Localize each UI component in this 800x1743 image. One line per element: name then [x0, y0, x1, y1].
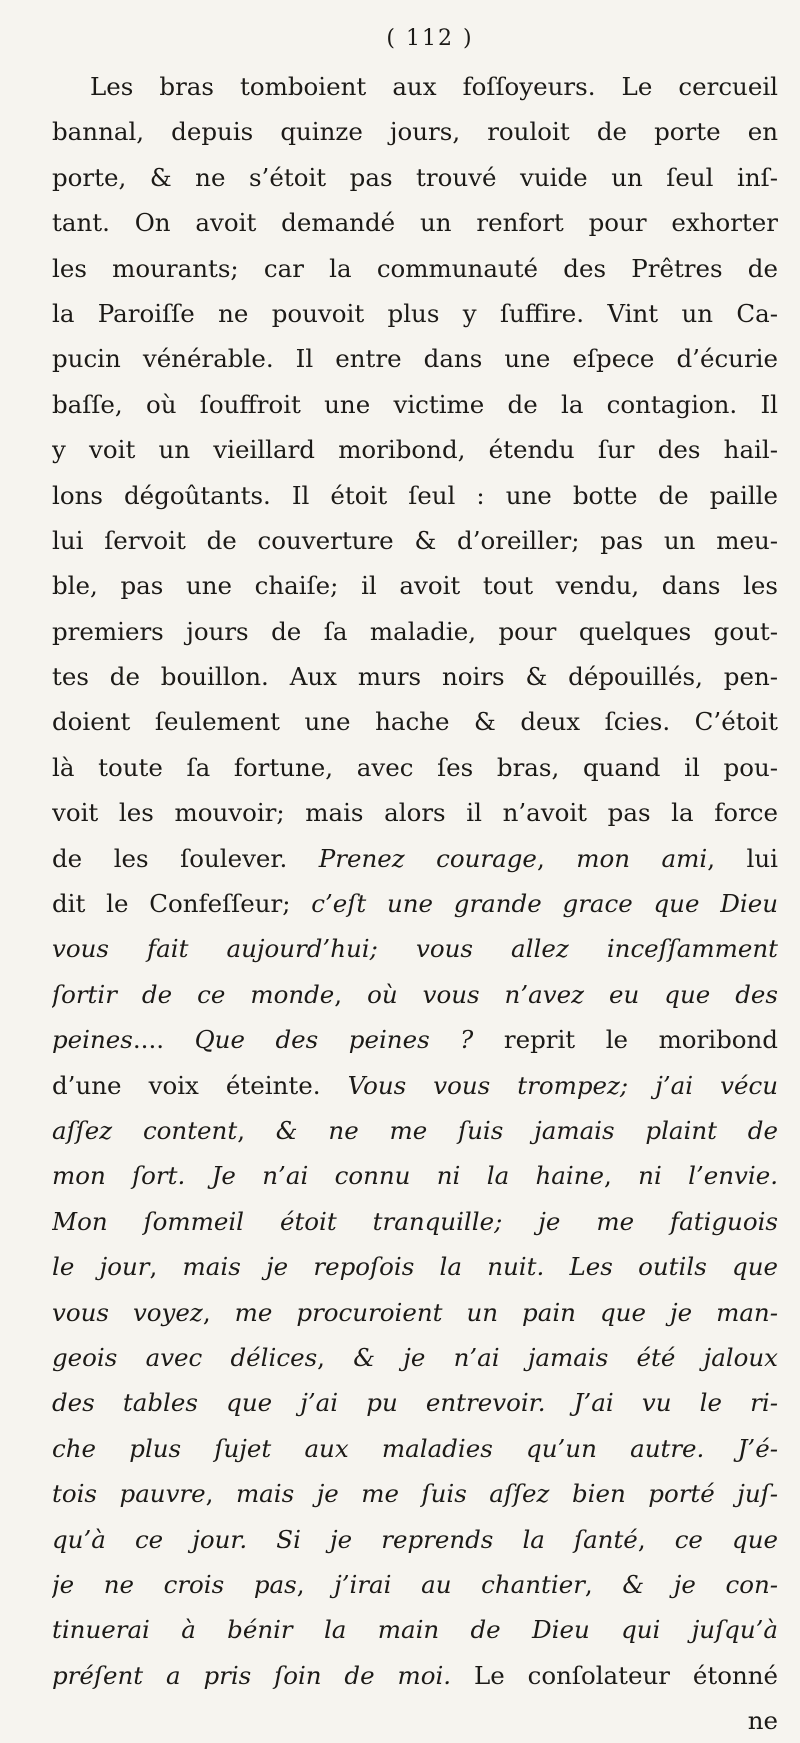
- text-run: doient ſeulement une hache & deux ſcies. C’étoit: [52, 707, 778, 737]
- text-line: [52, 473, 778, 518]
- text-run: ,: [536, 843, 577, 873]
- text-run: baſſe, où ſouffroit une victime de la contagion. Il: [52, 389, 778, 419]
- italic-text: j’irai au chantier: [334, 1569, 585, 1599]
- text-run: de les ſoulever.: [52, 843, 319, 873]
- text-run: reprit le moribond: [473, 1025, 778, 1055]
- text-run: ,: [334, 979, 368, 1009]
- italic-text: le jour: [52, 1252, 150, 1282]
- text-line: [52, 926, 778, 971]
- text-run: ,: [205, 1479, 236, 1509]
- italic-text: mon ami: [576, 843, 708, 873]
- text-run: , lui: [707, 843, 778, 873]
- text-line: [52, 972, 778, 1017]
- text-line: [52, 563, 778, 608]
- text-run: ,: [584, 1569, 623, 1599]
- text-line: [52, 291, 778, 336]
- italic-text: je ne crois pas: [52, 1569, 297, 1599]
- italic-text: ce que: [674, 1524, 778, 1554]
- italic-text: aſſez content: [52, 1115, 238, 1145]
- text-run: ,: [202, 1297, 235, 1327]
- text-line: [52, 1335, 778, 1380]
- text-line: [52, 382, 778, 427]
- text-line: [52, 109, 778, 154]
- italic-text: ſortir de ce monde: [52, 979, 335, 1009]
- text-run: ,: [296, 1569, 335, 1599]
- body-text: [52, 64, 778, 1743]
- italic-text: mais je me ſuis aſſez bien porté juſ-: [235, 1479, 778, 1509]
- text-run: les mourants; car la communauté des Prêtres de: [52, 253, 778, 283]
- text-run: bannal, depuis quinze jours, rouloit de porte en: [52, 117, 778, 147]
- italic-text: peines: [52, 1025, 133, 1055]
- text-line: [52, 881, 778, 926]
- text-run: porte, & ne s’étoit pas trouvé vuide un ſeul inſ-: [52, 162, 778, 192]
- italic-text: vous fait aujourd’hui; vous allez inceſſamment: [52, 934, 778, 964]
- text-line: [52, 200, 778, 245]
- italic-text: & ne me ſuis jamais plaint de: [275, 1115, 778, 1145]
- text-run: ,: [237, 1115, 276, 1145]
- italic-text: & je n’ai jamais été jaloux: [353, 1342, 778, 1372]
- italic-text: tois pauvre: [52, 1479, 206, 1509]
- italic-text: & je con-: [622, 1569, 778, 1599]
- text-run: Les bras tomboient aux foſſoyeurs. Le cercueil: [90, 72, 778, 101]
- text-line: [52, 1426, 778, 1471]
- italic-text: ni l’envie.: [638, 1161, 778, 1191]
- text-run: la Paroiſſe ne pouvoit plus y ſuffire. Vint un Ca-: [52, 298, 778, 328]
- text-run: ....: [132, 1025, 195, 1055]
- italic-text: Mon ſommeil étoit tranquille; je me fatiguois: [52, 1206, 778, 1236]
- text-line: [52, 1698, 778, 1743]
- text-line: [52, 64, 778, 109]
- text-run: ,: [317, 1342, 354, 1372]
- text-run: ,: [604, 1161, 639, 1191]
- text-line: [52, 246, 778, 291]
- text-line: [52, 427, 778, 472]
- text-line: [52, 1063, 778, 1108]
- text-line: [52, 654, 778, 699]
- page-number: ( 112 ): [386, 26, 474, 51]
- text-line: [52, 155, 778, 200]
- text-run: tant. On avoit demandé un renfort pour exhorter: [52, 208, 778, 238]
- text-run: ,: [637, 1524, 675, 1554]
- text-line: [52, 699, 778, 744]
- text-line: [52, 1607, 778, 1652]
- text-line: [52, 518, 778, 563]
- text-line: [52, 609, 778, 654]
- italic-text: mon ſort. Je n’ai connu ni la haine: [52, 1161, 605, 1191]
- text-run: tes de bouillon. Aux murs noirs & dépouillés, pen-: [52, 662, 778, 692]
- italic-text: mais je repoſois la nuit. Les outils que: [182, 1252, 778, 1282]
- italic-text: des tables que j’ai pu entrevoir. J’ai vu le ri-: [52, 1388, 778, 1418]
- italic-text: qu’à ce jour. Si je reprends la ſanté: [52, 1524, 638, 1554]
- text-run: dit le Confeſſeur;: [52, 889, 312, 919]
- text-line: [52, 1290, 778, 1335]
- text-run: y voit un vieillard moribond, étendu ſur des hail-: [52, 435, 778, 465]
- text-run: ,: [149, 1252, 183, 1282]
- italic-text: tinuerai à bénir la main de Dieu qui juſqu’à: [52, 1615, 778, 1645]
- text-run: lui ſervoit de couverture & d’oreiller; pas un meu-: [52, 525, 778, 555]
- text-line: [52, 790, 778, 835]
- italic-text: préſent a pris ſoin de moi.: [52, 1660, 452, 1690]
- text-line: [52, 336, 778, 381]
- text-run: lons dégoûtants. Il étoit ſeul : une botte de paille: [52, 480, 778, 510]
- text-line: [52, 745, 778, 790]
- text-run: voit les mouvoir; mais alors il n’avoit pas la force: [52, 798, 778, 828]
- text-line: [52, 1199, 778, 1244]
- italic-text: où vous n’avez eu que des: [367, 979, 778, 1009]
- italic-text: geois avec délices: [52, 1342, 318, 1372]
- text-line: [52, 1517, 778, 1562]
- text-run: d’une voix éteinte.: [52, 1070, 348, 1100]
- text-line: [52, 1653, 778, 1698]
- italic-text: c’eſt une grande grace que Dieu: [311, 889, 778, 919]
- text-run: premiers jours de ſa maladie, pour quelques gout-: [52, 616, 778, 646]
- text-line: [52, 1017, 778, 1062]
- text-run: là toute ſa fortune, avec ſes bras, quand il pou-: [52, 752, 778, 782]
- text-line: [52, 1108, 778, 1153]
- text-run: pucin vénérable. Il entre dans une eſpece d’écurie: [52, 344, 778, 374]
- text-line: [52, 1244, 778, 1289]
- italic-text: Que des peines ?: [194, 1025, 474, 1055]
- text-line: [52, 1471, 778, 1516]
- text-run: ne: [747, 1706, 778, 1736]
- text-run: ble, pas une chaiſe; il avoit tout vendu, dans les: [52, 571, 778, 601]
- text-line: [52, 1562, 778, 1607]
- italic-text: Prenez courage: [318, 843, 537, 873]
- text-line: [52, 1380, 778, 1425]
- text-line: [52, 1153, 778, 1198]
- italic-text: vous voyez: [52, 1297, 203, 1327]
- italic-text: Vous vous trompez; j’ai vécu: [347, 1070, 778, 1100]
- italic-text: che plus ſujet aux maladies qu’un autre. J’é-: [52, 1433, 778, 1463]
- italic-text: me procuroient un pain que je man-: [234, 1297, 778, 1327]
- text-line: [52, 836, 778, 881]
- text-run: Le conſolateur étonné: [451, 1660, 778, 1690]
